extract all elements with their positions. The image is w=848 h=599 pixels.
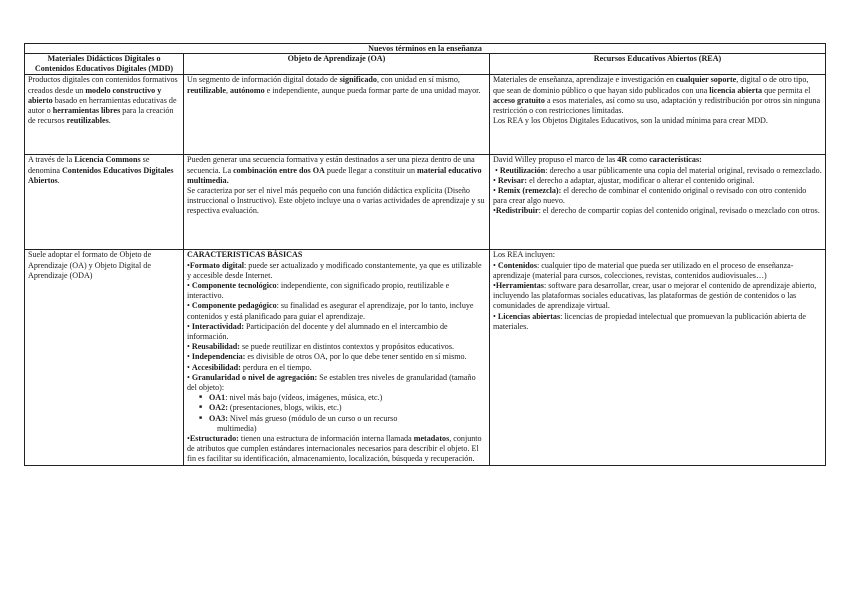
table-title-row xyxy=(25,44,826,54)
list-item: • Independencia: es divisible de otros OA, por lo que debe tener sentido en sí mismo. xyxy=(187,352,467,362)
list-item: • Licencias abiertas: licencias de propiedad intelectual que promuevan la publicación abierta de materiales. xyxy=(493,311,806,331)
list-item: • Componente pedagógico: su finalidad es asegurar el aprendizaje, por lo tanto, incluye contenidos y está planificado para guiar el aprendizaje. xyxy=(187,301,474,321)
cell-oa-characteristics xyxy=(184,250,490,465)
terms-table xyxy=(24,43,826,466)
characteristics-heading: CARACTERISTICAS BÁSICAS xyxy=(187,250,303,260)
cell-rea-definition: Materiales de enseñanza, aprendizaje e investigación en cualquier soporte, digital o de otro tipo, que sean de dominio público o que hayan sido publicados con una licencia abierta que permita el acceso gratuito a esos materiales, así como su uso, adaptación y redistribución por otros sin ninguna restricción o con restricciones limitadas. Los REA y los Objetos Digitales Educativos, son la unidad mínima para crear MDD. xyxy=(490,75,826,155)
cell-mdd-definition: Productos digitales con contenidos formativos creados desde un modelo constructivo y abierto basado en herramientas educativas de autor o herramientas libres para la creación de recursos reutilizables. xyxy=(25,75,184,155)
cell-oa-sequence: Pueden generar una secuencia formativa y están destinados a ser una pieza dentro de una secuencia. La combinación entre dos OA puede llegar a constituir un material educativo multimedia. Se caracteriza por ser el nivel más pequeño con una función didáctica explícita (Diseño instruccional o Instructivo). Este objeto incluye una o varias actividades de aprendizaje y su respectiva evaluación. xyxy=(184,155,490,250)
list-item: ■ OA1: nivel más bajo (vídeos, imágenes, música, etc.) xyxy=(187,393,486,403)
list-item: •Estructurado: tienen una estructura de información interna llamada metadatos, conjunto de atributos que cumplen estándares internacionales necesarios para describir el objeto. El fin es facilitar su identificación, almacenamiento, localización, búsqueda y recuperación. xyxy=(187,434,482,464)
cell-oa-definition: Un segmento de información digital dotado de significado, con unidad en sí mismo, reutilizable, autónomo e independiente, aunque pueda formar parte de una unidad mayor. xyxy=(184,75,490,155)
cell-mdd-license: A través de la Licencia Commons se denomina Contenidos Educativos Digitales Abiertos. xyxy=(25,155,184,250)
list-item: • Remix (remezcla): el derecho de combinar el contenido original o revisado con otro contenido para crear algo nuevo. xyxy=(493,186,807,206)
list-item: • Interactividad: Participación del docente y del alumnado en el intercambio de información. xyxy=(187,321,448,342)
cell-rea-4r: David Willey propuso el marco de las 4R como características: • Reutilización: derecho a usar públicamente una copia del material original, revisado o remezclado. • Revisar: el derecho a adaptar, ajustar, modificar o alterar el contenido original. • Remix (remezcla): el derecho de combinar el contenido original o revisado con otro contenido para crear algo nuevo. •Redistribuir: el derecho de compartir copias del contenido original, revisado o mezclado con otros. xyxy=(490,155,826,250)
list-item: •Formato digital: puede ser actualizado y modificado constantemente, ya que es utilizable y accesible desde Internet. xyxy=(187,260,482,280)
list-item: ■ OA3: Nivel más grueso (módulo de un curso o un recurso xyxy=(187,414,486,424)
list-item: • Componente tecnológico: independiente, con significado propio, reutilizable e interactivo. xyxy=(187,281,450,301)
list-item: • Reutilización: derecho a usar públicamente una copia del material original, revisado o remezclado. xyxy=(493,165,822,175)
header-mdd: Materiales Didácticos Digitales o Contenidos Educativos Digitales (MDD) xyxy=(25,54,184,75)
list-item: ■ OA2: (presentaciones, blogs, wikis, etc.) xyxy=(187,403,486,413)
list-item: • Reusabilidad: se puede reutilizar en distintos contextos y propósitos educativos. xyxy=(187,342,454,352)
list-item: •Redistribuir: el derecho de compartir copias del contenido original, revisado o mezclado con otros. xyxy=(493,206,820,216)
list-item-continuation: multimedia) xyxy=(217,423,257,433)
header-oa: Objeto de Aprendizaje (OA) xyxy=(184,54,490,75)
list-item: • Granularidad o nivel de agregación: Se establen tres niveles de granularidad (tamaño del objeto): xyxy=(187,372,476,393)
table-row xyxy=(25,75,826,155)
table-header-row xyxy=(25,54,826,75)
list-item: • Revisar: el derecho a adaptar, ajustar, modificar o alterar el contenido original. xyxy=(493,175,755,185)
cell-mdd-format: Suele adoptar el formato de Objeto de Aprendizaje (OA) y Objeto Digital de Aprendizaje (ODA) xyxy=(25,250,184,465)
table-row xyxy=(25,155,826,250)
table-row xyxy=(25,250,826,465)
header-rea: Recursos Educativos Abiertos (REA) xyxy=(490,54,826,75)
table-title: Nuevos términos en la enseñanza xyxy=(25,44,826,54)
cell-rea-includes: Los REA incluyen: • Contenidos: cualquier tipo de material que pueda ser utilizado en el proceso de enseñanza-aprendizaje (material para cursos, colecciones, revistas, contenidos audiovisuales…) •Herramientas: software para desarrollar, crear, usar o mejorar el contenido de aprendizaje abierto, incluyendo las plataformas sociales educativas, las plataformas de gestión de contenidos o las comunidades de aprendizaje virtual. • Licencias abiertas: licencias de propiedad intelectual que promuevan la publicación abierta de materiales. xyxy=(490,250,826,465)
list-item: •Herramientas: software para desarrollar, crear, usar o mejorar el contenido de aprendizaje abierto, incluyendo las plataformas sociales educativas, las plataformas de gestión de contenidos o las comunidades de aprendizaje virtual. xyxy=(493,281,817,311)
list-item: • Accesibilidad: perdura en el tiempo. xyxy=(187,362,312,372)
list-item: • Contenidos: cualquier tipo de material que pueda ser utilizado en el proceso de enseñanza-aprendizaje (material para cursos, colecciones, revistas, contenidos audiovisuales…) xyxy=(493,260,794,280)
